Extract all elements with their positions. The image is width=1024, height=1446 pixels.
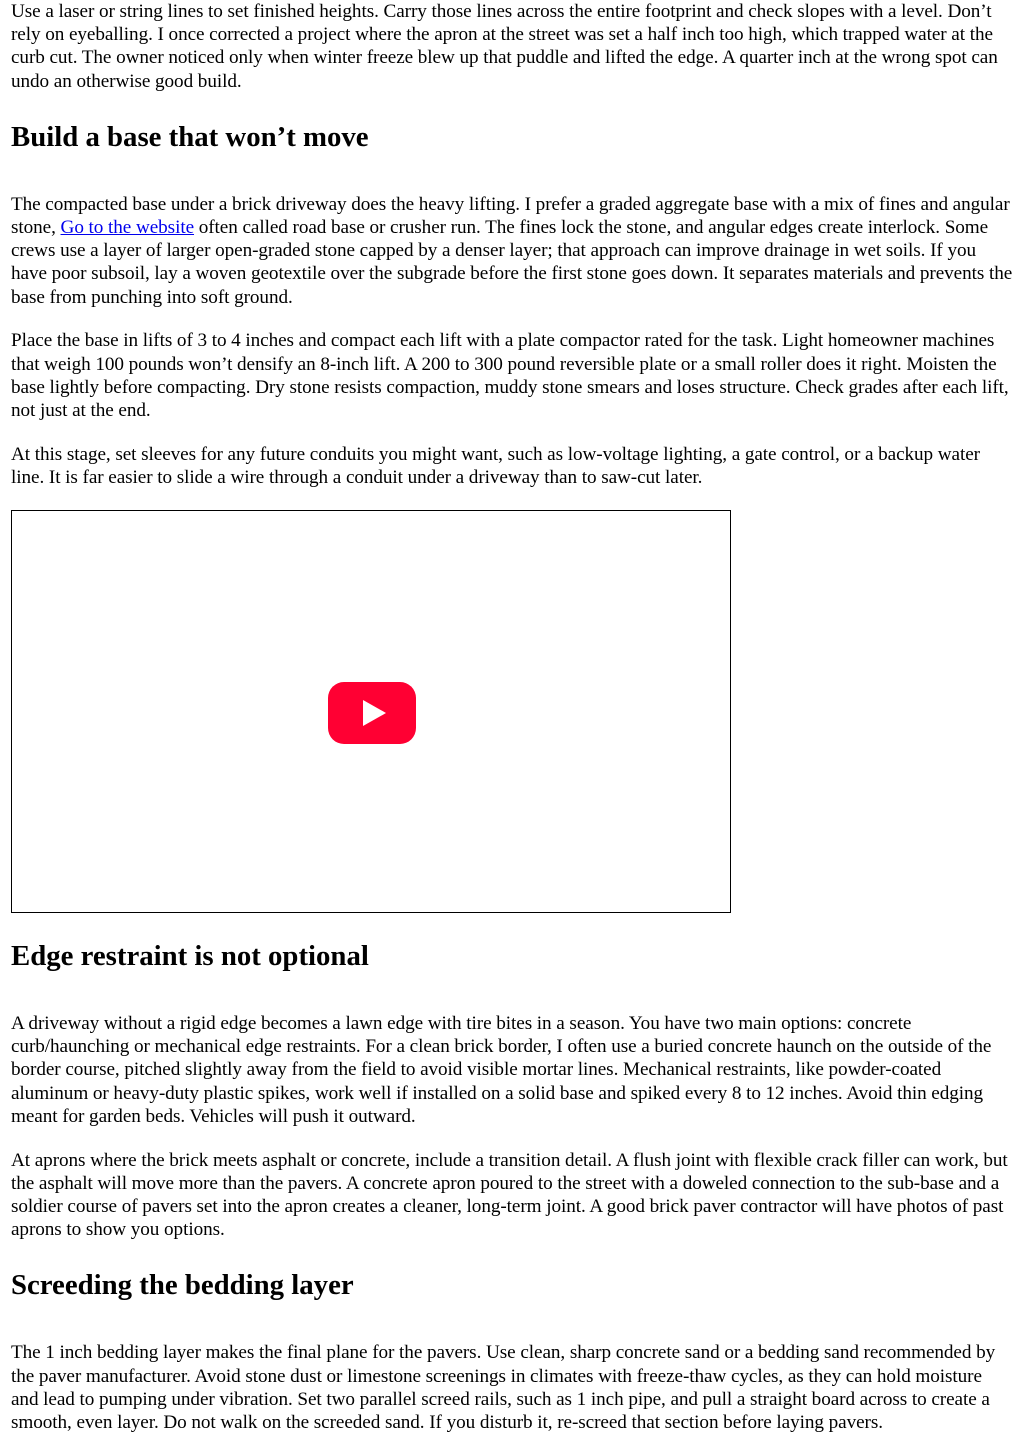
paragraph-finished-heights: Use a laser or string lines to set finished heights. Carry those lines across the entire footprint and check slopes with a level. Don’t rely on eyeballing. I once corrected a project where the apron at the street was set a half inch too high, which trapped water at the curb cut. The owner noticed only when winter freeze blew up that puddle and lifted the edge. A quarter inch at the wrong spot can undo an otherwise good build. (11, 1, 998, 92)
heading-edge-restraint: Edge restraint is not optional (11, 940, 369, 973)
heading-build-base: Build a base that won’t move (11, 120, 369, 153)
paragraph-conduit-sleeves: At this stage, set sleeves for any future conduits you might want, such as low-voltage lighting, a gate control, or a backup water line. It is far easier to slide a wire through a conduit under a driveway than to saw-cut later. (11, 443, 980, 488)
paragraph-bedding-layer: The 1 inch bedding layer makes the final plane for the pavers. Use clean, sharp concrete sand or a bedding sand recommended by the paver manufacturer. Avoid stone dust or limestone screenings in climates with freeze-thaw cycles, as they can hold moisture and lead to pumping under vibration. Set two parallel screed rails, such as 1 inch pipe, and pull a straight board across to create a smooth, even layer. Do not walk on the screeded sand. If you disturb it, re-screed that section before laying pavers. (11, 1342, 996, 1433)
video-embed[interactable] (11, 510, 731, 913)
paragraph-aprons: At aprons where the brick meets asphalt or concrete, include a transition detail. A flush joint with flexible crack filler can work, but the asphalt will move more than the pavers. A concrete apron poured to the street with a doweled connection to the sub-base and a soldier course of pavers set into the apron creates a cleaner, long-term joint. A good brick paver contractor will have photos of past aprons to show you options. (11, 1149, 1008, 1241)
youtube-play-icon[interactable] (328, 682, 416, 744)
paragraph-compacted-base (11, 193, 1013, 309)
paragraph-compacted-base-start: The compacted base under a brick driveway does the heavy lifting. I prefer a graded aggregate base with a mix of fines and angular stone, (11, 193, 1010, 239)
paragraph-rigid-edge: A driveway without a rigid edge becomes a lawn edge with tire bites in a season. You have two main options: concrete curb/haunching or mechanical edge restraints. For a clean brick border, I often use a buried concrete haunch on the outside of the border course, pitched slightly away from the field to avoid visible mortar lines. Mechanical restraints, like powder-coated aluminum or heavy-duty plastic spikes, work well if installed on a solid base and spiked every 8 to 12 inches. Avoid thin edging meant for garden beds. Vehicles will push it outward. (11, 1013, 992, 1127)
heading-screeding: Screeding the bedding layer (11, 1269, 354, 1302)
paragraph-base-lifts: Place the base in lifts of 3 to 4 inches and compact each lift with a plate compactor rated for the task. Light homeowner machines that weigh 100 pounds won’t densify an 8-inch lift. A 200 to 300 pound reversible plate or a small roller does it right. Moisten the base lightly before compacting. Dry stone resists compaction, muddy stone smears and loses structure. Check grades after each lift, not just at the end. (11, 330, 1009, 421)
paragraph-compacted-base-end: often called road base or crusher run. The fines lock the stone, and angular edges create interlock. Some crews use a layer of larger open-graded stone capped by a denser layer; that approach can improve drainage in wet soils. If you have poor subsoil, lay a woven geotextile over the subgrade before the first stone goes down. It separates materials and prevents the base from punching into soft ground. (11, 217, 1013, 308)
go-to-website-link[interactable]: Go to the website (60, 217, 195, 239)
